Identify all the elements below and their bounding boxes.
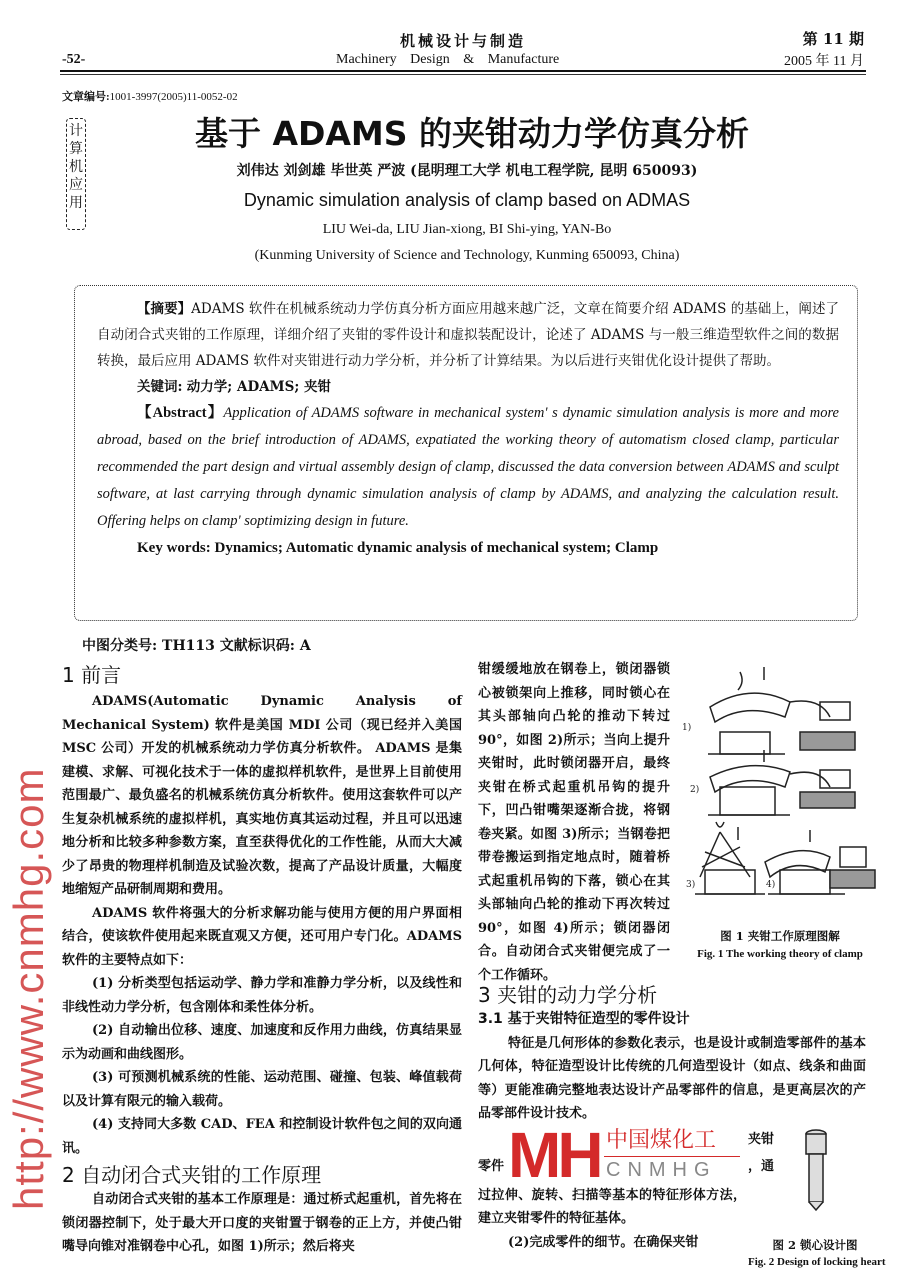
issue-number: 第 11 期 [802, 30, 864, 48]
abstract-en [97, 400, 839, 535]
sec2-paragraph: 自动闭合式夹钳的基本工作原理是：通过桥式起重机，首先将在锁闭器控制下，处于最大开口度的夹钳置于钢卷的正上方，并使凸钳嘴导向锥对准钢卷中心孔，如图 1)所示；然后将夹 [62, 1192, 462, 1254]
header-rule [60, 70, 866, 72]
logo-en: CNMHG [606, 1158, 717, 1181]
fig1-label: 1) [682, 723, 692, 733]
paper-title: 基于 ADAMS 的夹钳动力学仿真分析 [194, 114, 750, 153]
column-tag: 计算机应用 [66, 118, 86, 230]
logo-cn: 中国煤化工 [606, 1127, 717, 1153]
abstract-text-en: Application of ADAMS software in mechanical system' s dynamic simulation analysis is more and more abroad, based on the brief introduction of ADAMS, expatiated the working theory of automatism closed clamp, particular recommended the part design and virtual assembly design of clamp, discussed the data conversion between ADAMS and sculpt software, at last carrying through dynamic simulation analysis of clamp by ADAMS, and analyzing the calculation result. Offering helps on clamp' soptimizing design in future. [97, 405, 839, 529]
sec2-paragraph-cont: 钳缓缓地放在钢卷上，锁闭器锁心被锁架向上推移，同时锁心在其头部轴向凸轮的推动下转过 90°，如图 2)所示；当向上提升夹钳时，此时锁闭器开启，最终夹钳在桥式起重机吊钩的提升下，凹凸钳嘴架逐渐合拢，将钢卷夹紧。如图 3)所示；当钢卷把带卷搬运到指定地点时，随着桥式起重机吊钩的下落，锁心在其头部轴向凸轮的推动下再次转过 90°，如图 4)所示；锁闭器闭合。自动闭合式夹钳便完成了一个工作循环。 [478, 662, 670, 983]
figure-2-locking-heart [800, 1128, 836, 1212]
issue-date: 2005 年 11 月 [784, 54, 864, 69]
fig1-stage-2 [708, 750, 855, 815]
sec3-text-fragment: ，通 [748, 1158, 775, 1174]
sec3-paragraph: 过拉伸、旋转、扫描等基本的特征形体方法，建立夹钳零件的特征基体。 [478, 1187, 746, 1226]
left-column [62, 662, 462, 1259]
keywords-cn [97, 374, 839, 400]
keywords-label-cn: 关键词: [137, 379, 183, 395]
affiliation-en: (Kunming University of Science and Technology, Kunming 650093, China) [254, 248, 680, 263]
abstract-box [74, 285, 858, 621]
logo-row [478, 1118, 778, 1191]
abstract-cn [97, 296, 839, 374]
sec1-paragraph: ADAMS 软件将强大的分析求解功能与使用方便的用户界面相结合，使该软件使用起来既直观又方便，还可用户专门化。ADAMS 软件的主要特点如下： [62, 905, 462, 968]
figure-1-caption-cn: 图 1 夹钳工作原理图解 [720, 929, 840, 943]
fig1-label: 2) [690, 785, 700, 795]
section-2-heading: 2 自动闭合式夹钳的工作原理 [62, 1163, 322, 1187]
section-3-1-heading: 3.1 基于夹钳特征造型的零件设计 [478, 1011, 690, 1027]
keywords-value-en: Dynamics; Automatic dynamic analysis of mechanical system; Clamp [214, 540, 659, 556]
article-number-value: 1001-3997(2005)11-0052-02 [109, 91, 238, 103]
header-rule-thin [60, 74, 866, 75]
feature-item: (2) 自动输出位移、速度、加速度和反作用力曲线，仿真结果显示为动画和曲线图形。 [62, 1023, 462, 1062]
feature-item: (4) 支持同大多数 CAD、FEA 和控制设计软件包之间的双向通讯。 [62, 1117, 462, 1156]
journal-name-cn: 机械设计与制造 [400, 32, 527, 50]
sec3-text-fragment: 夹钳 [748, 1131, 775, 1147]
feature-item: (3) 可预测机械系统的性能、运动范围、碰撞、包装、峰值载荷以及计算有限元的输入载荷。 [62, 1070, 462, 1109]
figure-1-caption-en: Fig. 1 The working theory of clamp [697, 948, 863, 960]
authors-en: LIU Wei-da, LIU Jian-xiong, BI Shi-ying, YAN-Bo [322, 222, 612, 237]
sec1-paragraph: ADAMS(Automatic Dynamic Analysis of Mechanical System) 软件是美国 MDI 公司（现已经并入美国 MSC 公司）开发的机械系统动力学仿真分析软件。 ADAMS 是集建模、求解、可视化技术于一体的虚拟样机软件，是世界上目前使用范围最广、最负盛名的机械系统仿真分析软件。使用这套软件可以产生复杂机械系统的虚拟样机，真实地仿真其运动过程，并且可以迅速地分析和比较多种参数方案，直至获得优化的工作性能，从而大大减少了昂贵的物理样机制造及试验次数，提高了产品设计质量，大幅度地缩短产品研制周期和费用。 [62, 694, 462, 897]
classification: 中图分类号: TH113 文献标识码: A [82, 638, 311, 654]
paper-title-en: Dynamic simulation analysis of clamp based on ADMAS [243, 190, 691, 210]
sec3-paragraph: (2)完成零件的细节。在确保夹钳 [508, 1234, 699, 1250]
sec3-text-fragment: 零件 [478, 1158, 505, 1174]
abstract-label-cn: 【摘要】 [137, 301, 192, 317]
section-3 [478, 982, 866, 1254]
abstract-text-cn: ADAMS 软件在机械系统动力学仿真分析方面应用越来越广泛，文章在简要介绍 ADAMS 的基础上，阐述了自动闭合式夹钳的工作原理，详细介绍了夹钳的零件设计和虚拟装配设计，论述了 ADAMS 与一般三维造型软件之间的数据转换，最后应用 ADAMS 软件对夹钳进行动力学分析，并分析了计算结果。为以后进行夹钳优化设计提供了帮助。 [97, 301, 839, 369]
keywords-value-cn: 动力学; ADAMS; 夹钳 [186, 379, 331, 395]
page-number: -52- [62, 52, 86, 67]
keywords-label-en: Key words: [137, 540, 211, 556]
watermark-url: http://www.cnmhg.com [5, 767, 52, 1210]
figure-2-caption-en: Fig. 2 Design of locking heart [748, 1256, 886, 1268]
authors-cn: 刘伟达 刘剑雄 毕世英 严波 (昆明理工大学 机电工程学院, 昆明 650093) [236, 163, 698, 179]
abstract-label-en: 【Abstract】 [137, 405, 224, 421]
fig1-label: 3) [686, 880, 696, 890]
keywords-en [97, 535, 839, 561]
fig1-stage-1 [708, 667, 855, 754]
logo-mark: MH [508, 1118, 600, 1191]
article-number [62, 88, 238, 104]
figure-2-caption-cn: 图 2 锁心设计图 [772, 1238, 858, 1252]
feature-item: (1) 分析类型包括运动学、静力学和准静力学分析，以及线性和非线性动力学分析，包含刚体和柔性体分析。 [62, 976, 462, 1015]
sec3-paragraph: 特征是几何形体的参数化表示，也是设计或制造零部件的基本几何体，特征造型设计比传统的几何造型设计（如点、线条和曲面等）更能准确完整地表达设计产品零部件的信息，是更高层次的产品零部件设计技术。 [478, 1035, 866, 1121]
journal-name-en: Machinery Design & Manufacture [336, 52, 560, 67]
article-number-label: 文章编号: [62, 91, 110, 103]
logo-divider [604, 1156, 740, 1157]
fig1-label: 4) [766, 880, 776, 890]
fig1-stage-3 [695, 822, 765, 894]
fig1-stage-4 [765, 830, 875, 894]
section-1-heading: 1 前言 [62, 663, 122, 687]
section-3-heading: 3 夹钳的动力学分析 [478, 983, 658, 1007]
figure-1-clamp-diagram [680, 662, 880, 912]
watermark-logo [508, 1118, 744, 1191]
